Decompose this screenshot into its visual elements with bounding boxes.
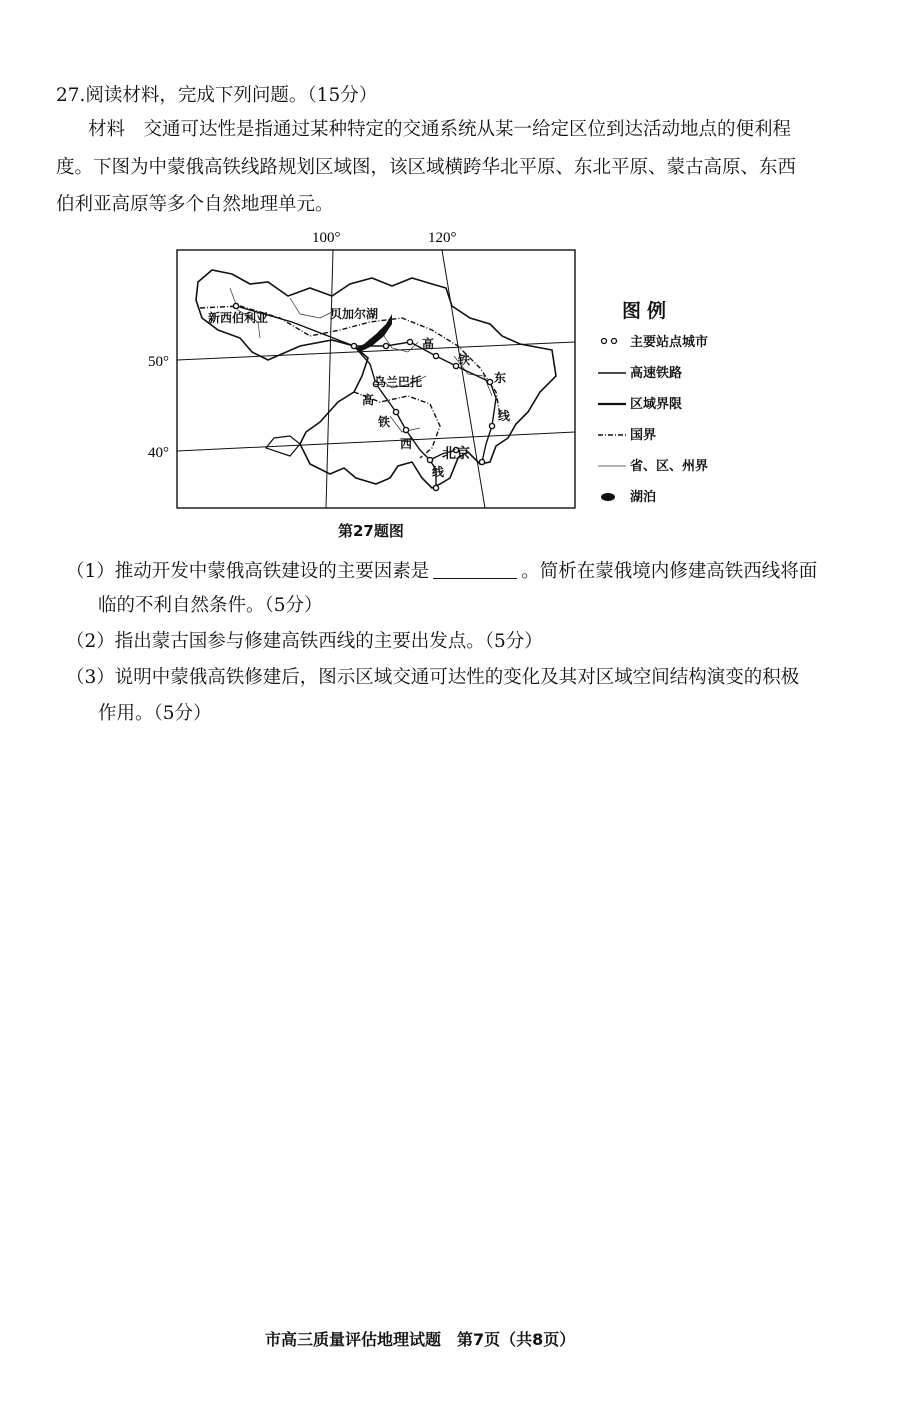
page-footer: 市高三质量评估地理试题 第7页（共8页）	[265, 1330, 576, 1349]
station-novosibirsk	[233, 303, 238, 308]
station-a	[433, 353, 438, 358]
material-line-2: 度。下图为中蒙俄高铁线路规划区域图，该区域横跨华北平原、东北平原、蒙古高原、东西	[56, 157, 797, 178]
station-changchun	[489, 423, 494, 428]
label-beijing: 北京	[442, 446, 470, 462]
lon-120-line	[442, 250, 485, 508]
region-boundary-icon	[596, 396, 628, 410]
legend-item-region-boundary: 区域界限	[596, 393, 682, 412]
material-line-3: 伯利亚高原等多个自然地理单元。	[56, 194, 334, 215]
question-title: 27.阅读材料，完成下列问题。（15分）	[56, 85, 378, 106]
label-dong: 东	[494, 371, 507, 385]
label-gao-1: 高	[422, 337, 435, 351]
label-ulaanbaatar: 乌兰巴托	[374, 375, 423, 389]
station-erlian	[403, 427, 408, 432]
lon-100-label: 100°	[312, 230, 341, 246]
label-gao-2: 高	[362, 393, 375, 407]
legend-title: 图例	[622, 300, 673, 322]
lon-120-label: 120°	[428, 230, 457, 246]
legend-item-lake: 湖泊	[596, 486, 656, 505]
lat-50-line	[177, 342, 575, 360]
lat-50-label: 50°	[148, 354, 169, 370]
label-xian-2: 线	[432, 465, 445, 479]
label-novosibirsk: 新西伯利亚	[208, 311, 269, 325]
legend-item-national-border: 国界	[596, 424, 656, 443]
rail-east	[236, 306, 496, 462]
q1-line-1: （1）推动开发中蒙俄高铁建设的主要因素是 。简析在蒙俄境内修建高铁西线将面	[66, 561, 818, 582]
label-xi: 西	[400, 437, 413, 451]
station-beijing	[427, 457, 432, 462]
q1-line-2: 临的不利自然条件。（5分）	[98, 595, 323, 616]
label-xian-1: 线	[498, 409, 511, 423]
lat-40-line	[177, 432, 575, 451]
legend-item-station: 主要站点城市	[596, 331, 708, 350]
material-line-1: 材料 交通可达性是指通过某种特定的交通系统从某一给定区位到达活动地点的便利程	[88, 119, 792, 140]
lake-icon	[596, 489, 628, 503]
station-irkutsk	[351, 343, 356, 348]
national-border-icon	[596, 427, 628, 441]
station-c	[393, 409, 398, 414]
lat-40-label: 40°	[148, 445, 169, 461]
legend-item-rail: 高速铁路	[596, 362, 682, 381]
station-dalian	[479, 459, 484, 464]
station-icon	[596, 334, 628, 348]
region-map	[140, 226, 580, 516]
label-baikal: 贝加尔湖	[330, 307, 379, 321]
q2: （2）指出蒙古国参与修建高铁西线的主要出发点。（5分）	[66, 631, 543, 652]
q3-line-2: 作用。（5分）	[98, 703, 212, 724]
figure-caption: 第27题图	[338, 522, 404, 540]
rail-west	[354, 346, 436, 488]
legend-item-province-border: 省、区、州界	[596, 455, 708, 474]
lon-100-line	[326, 250, 333, 508]
label-tie-1: 铁	[458, 353, 471, 367]
rail-line-icon	[596, 365, 628, 379]
label-tie-2: 铁	[378, 415, 391, 429]
answer-blank[interactable]	[433, 560, 517, 579]
station-d	[433, 485, 438, 490]
q3-line-1: （3）说明中蒙俄高铁修建后，图示区域交通可达性的变化及其对区域空间结构演变的积极	[66, 667, 800, 688]
station-harbin	[487, 379, 492, 384]
province-border-icon	[596, 458, 628, 472]
station-chita	[407, 339, 412, 344]
station-ulan-ude	[383, 343, 388, 348]
